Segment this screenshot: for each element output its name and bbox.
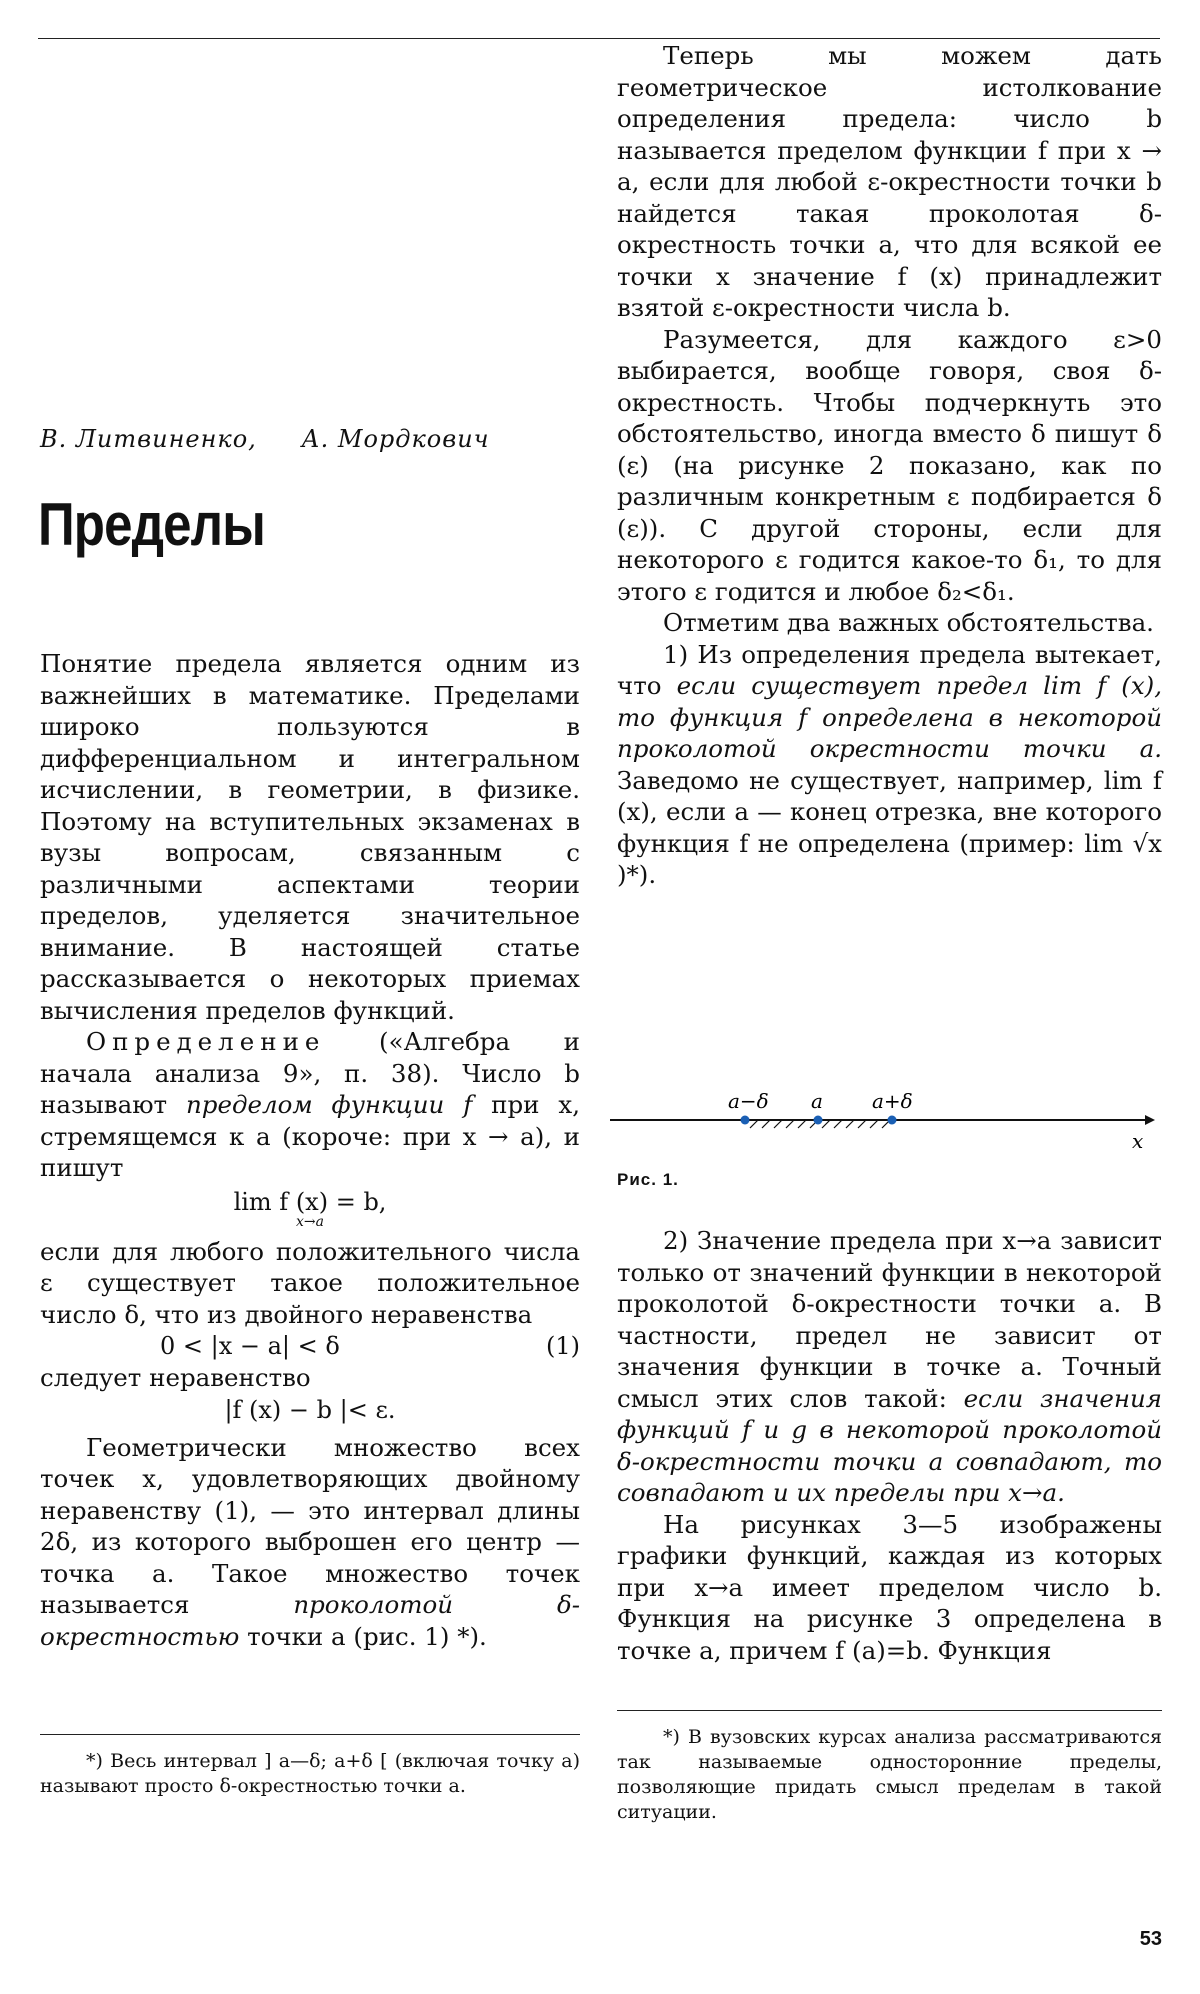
- figure-1: [610, 1080, 1155, 1190]
- limit-formula: [40, 1187, 580, 1230]
- right-column-lower: [617, 1225, 1162, 1825]
- definition-term: пределом функции f: [185, 1090, 473, 1119]
- formula-main: lim f (x) = b,: [233, 1187, 387, 1216]
- follows-text: следует неравенство: [40, 1363, 311, 1392]
- definition-text: («Алгебра и начала анализа 9», п. 38). Число b называют: [40, 1027, 580, 1119]
- right-paragraph-3: Отметим два важных обстоятельства.: [663, 608, 1154, 637]
- left-column: [40, 648, 580, 1799]
- inequality-2: |f (x) − b |< ε.: [224, 1395, 396, 1424]
- right-p5-italic: если значения функций f и g в некоторой проколотой δ-окрестности точки a совпадают, то совпадают и их пределы при x→a.: [617, 1383, 1162, 1507]
- authors: [40, 425, 526, 453]
- footnote-right: *) В вузовских курсах анализа рассматриваются так называемые односторонние пределы, позволяющие придать смысл пределам в такой ситуации.: [617, 1726, 1162, 1823]
- right-paragraph-6: На рисунках 3—5 изображены графики функций, каждая из которых при x→a имеет пределом число b. Функция на рисунке 3 определена в точке a, причем f (a)=b. Функция: [617, 1509, 1162, 1665]
- inequality-1-text: 0 < |x − a| < δ: [160, 1332, 340, 1360]
- article-title: Пределы: [38, 491, 265, 558]
- epsilon-paragraph: если для любого положительного числа ε существует такое положительное число δ, что из двойного неравенства: [40, 1236, 580, 1329]
- right-p4-text-2: Заведомо не существует, например, lim f (x), если a — конец отрезка, вне которого функция f не определена (пример: lim √x )*).: [617, 765, 1162, 889]
- inequality-1-number: (1): [546, 1332, 580, 1360]
- label-a-minus-delta: a−δ: [728, 1089, 769, 1113]
- figure-caption: Рис. 1.: [617, 1170, 679, 1189]
- inequality-1: [40, 1330, 580, 1362]
- label-a: a: [811, 1089, 823, 1113]
- label-x: x: [1132, 1129, 1144, 1153]
- point-a-minus-delta: [741, 1116, 750, 1125]
- formula-sub: x→a: [296, 1213, 324, 1230]
- right-p5-text: 2) Значение предела при x→a зависит только от значений функции в некоторой проколотой δ-окрестности точки a. В частности, предел не зависит от значения функции в точке a. Точный смысл этих слов такой:: [617, 1226, 1162, 1413]
- geometric-term: проколотой δ-окрестностью: [40, 1590, 580, 1651]
- label-a-plus-delta: a+δ: [872, 1089, 913, 1113]
- author-2: А. Мордкович: [301, 425, 490, 453]
- top-rule: [38, 38, 1160, 39]
- footnote-rule-right: [617, 1710, 1162, 1711]
- footnote-left: *) Весь интервал ] a—δ; a+δ [ (включая точку a) называют просто δ-окрестностью точки a.: [40, 1750, 580, 1797]
- intro-paragraph: Понятие предела является одним из важнейших в математике. Пределами широко пользуются в дифференциальном и интегральном исчислении, в геометрии, в физике. Поэтому на вступительных экзаменах в вузы вопросам, связанным с различными аспектами теории пределов, уделяется значительное внимание. В настоящей статье рассказывается о некоторых приемах вычисления пределов функций.: [40, 649, 580, 1025]
- right-paragraph-5: [617, 1225, 1162, 1509]
- right-paragraph-2: Разумеется, для каждого ε>0 выбирается, вообще говоря, своя δ-окрестность. Чтобы подчеркнуть это обстоятельство, иногда вместо δ пишут δ (ε) (на рисунке 2 показано, как по различным конкретным ε подбирается δ (ε)). С другой стороны, если для некоторого ε годится какое-то δ₁, то для этого ε годится и любое δ₂<δ₁.: [617, 324, 1162, 606]
- point-a-plus-delta: [888, 1116, 897, 1125]
- right-p4-text: 1) Из определения предела вытекает, что: [617, 639, 1162, 700]
- footnote-rule-left: [40, 1734, 580, 1735]
- author-1: В. Литвиненко,: [40, 425, 257, 453]
- definition-paragraph: [40, 1026, 580, 1184]
- definition-word: Определение: [86, 1027, 326, 1056]
- right-p4-italic: если существует предел lim f (x), то функция f определена в некоторой проколотой окрестности точки a.: [617, 671, 1162, 763]
- right-paragraph-4: [617, 639, 1162, 891]
- right-paragraph-1: Теперь мы можем дать геометрическое истолкование определения предела: число b называется пределом функции f при x → a, если для любой ε-окрестности точки b найдется такая проколотая δ-окрестность точки a, что для всякой ее точки x значение f (x) принадлежит взятой ε-окрестности числа b.: [617, 41, 1162, 322]
- definition-text-2: при x, стремящемся к a (короче: при x → a), и пишут: [40, 1090, 580, 1182]
- geometric-text: Геометрически множество всех точек x, удовлетворяющих двойному неравенству (1), — это интервал длины 2δ, из которого выброшен его центр — точка a. Такое множество точек называется: [40, 1432, 580, 1619]
- right-column: [617, 40, 1162, 891]
- point-a: [814, 1116, 823, 1125]
- axis-arrow-icon: [1145, 1115, 1155, 1125]
- geometric-paragraph: [40, 1432, 580, 1653]
- geometric-text-2: точки a (рис. 1) *).: [247, 1621, 487, 1651]
- page-number: 53: [1139, 1928, 1162, 1950]
